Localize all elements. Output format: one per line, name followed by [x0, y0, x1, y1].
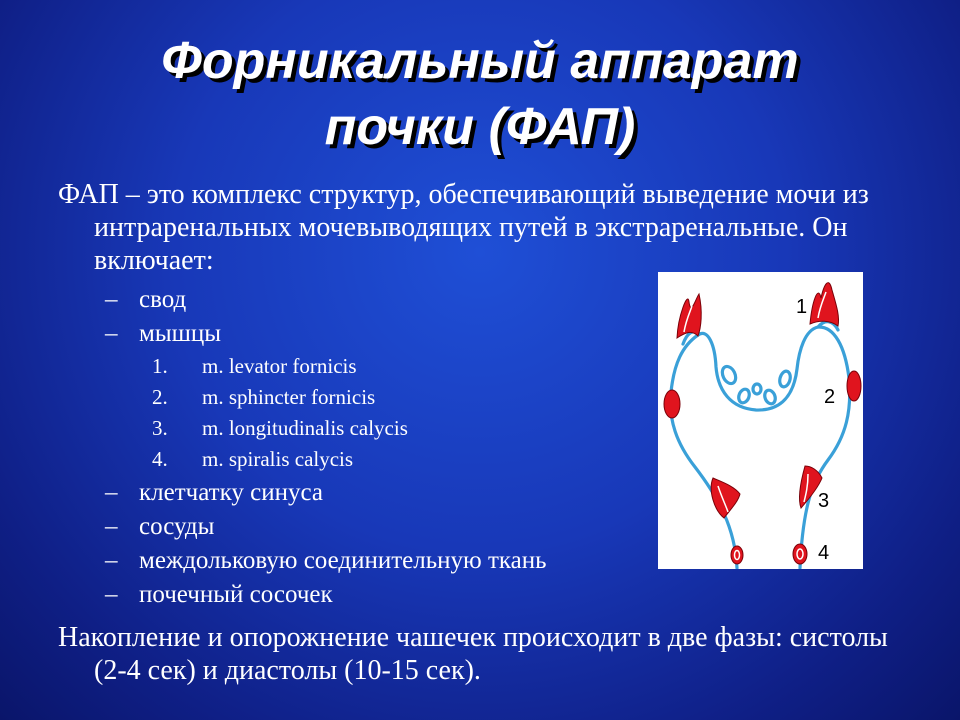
list-item-text: мышцы: [139, 320, 222, 347]
dash-bullet: –: [105, 479, 118, 506]
longitudinal-muscle-left: [711, 478, 740, 518]
list-item-text: свод: [139, 286, 187, 313]
papilla-loop: [763, 389, 777, 406]
sphincter-muscle-left: [664, 390, 680, 418]
muscle-item: [152, 351, 408, 382]
list-item-text: клетчатку синуса: [139, 479, 323, 506]
muscle-item: [152, 413, 408, 444]
list-item: [105, 510, 547, 544]
list-item-text: сосуды: [139, 513, 215, 540]
muscle-number: 4.: [152, 447, 168, 471]
papilla-loop: [720, 364, 738, 385]
sphincter-muscle-right: [847, 371, 861, 401]
muscle-item: [152, 444, 408, 475]
slide-title-line-2: почки (ФАП): [324, 98, 636, 156]
levator-muscle-left: [677, 294, 701, 338]
content-body: [58, 178, 928, 277]
components-list: [105, 283, 221, 351]
papilla-loop: [753, 384, 761, 394]
muscle-marks: [664, 283, 861, 564]
muscle-item: [152, 382, 408, 413]
dash-bullet: –: [105, 581, 118, 608]
dash-bullet: –: [105, 286, 118, 313]
list-item: [105, 544, 547, 578]
slide-title: [0, 28, 960, 160]
fornix-diagram-drawing: [658, 272, 863, 569]
muscles-list: [152, 351, 408, 475]
outro-paragraph: Накопление и опорожнение чашечек происходит в две фазы: систолы (2-4 сек) и диастолы (10-15 сек).: [58, 622, 888, 686]
figure-label-4: 4: [818, 542, 830, 564]
list-item: [105, 283, 221, 317]
dash-bullet: –: [105, 547, 118, 574]
muscle-name: m. longitudinalis calycis: [202, 416, 408, 440]
list-item: [105, 476, 547, 510]
figure-label-2: 2: [824, 386, 836, 408]
figure-label-1: 1: [796, 296, 808, 318]
dash-bullet: –: [105, 513, 118, 540]
list-item-text: почечный сосочек: [139, 581, 333, 608]
figure-label-3: 3: [818, 490, 830, 512]
dash-bullet: –: [105, 320, 118, 347]
levator-muscle-right: [810, 283, 839, 326]
muscle-number: 1.: [152, 354, 168, 378]
intro-paragraph: ФАП – это комплекс структур, обеспечивающий выведение мочи из интраренальных мочевыводящих путей в экстраренальные. Он включает:: [58, 179, 869, 276]
muscle-name: m. sphincter fornicis: [202, 385, 376, 409]
spiral-muscle-left: [731, 546, 743, 564]
muscle-name: m. levator fornicis: [202, 354, 357, 378]
list-item-text: междольковую соединительную ткань: [139, 547, 547, 574]
slide-title-line-1: Форникальный аппарат: [161, 32, 799, 90]
muscle-number: 2.: [152, 385, 168, 409]
components-list-continued: [105, 476, 547, 612]
list-item: [105, 317, 221, 351]
calyx-wall: [670, 327, 849, 568]
muscle-name: m. spiralis calycis: [202, 447, 354, 471]
papilla-loop: [778, 370, 792, 388]
spiral-muscle-right: [793, 544, 807, 564]
fornix-diagram: [658, 272, 863, 569]
papilla-loop: [737, 388, 751, 405]
list-item: [105, 578, 547, 612]
calyx-outline: [670, 322, 849, 568]
muscle-number: 3.: [152, 416, 168, 440]
